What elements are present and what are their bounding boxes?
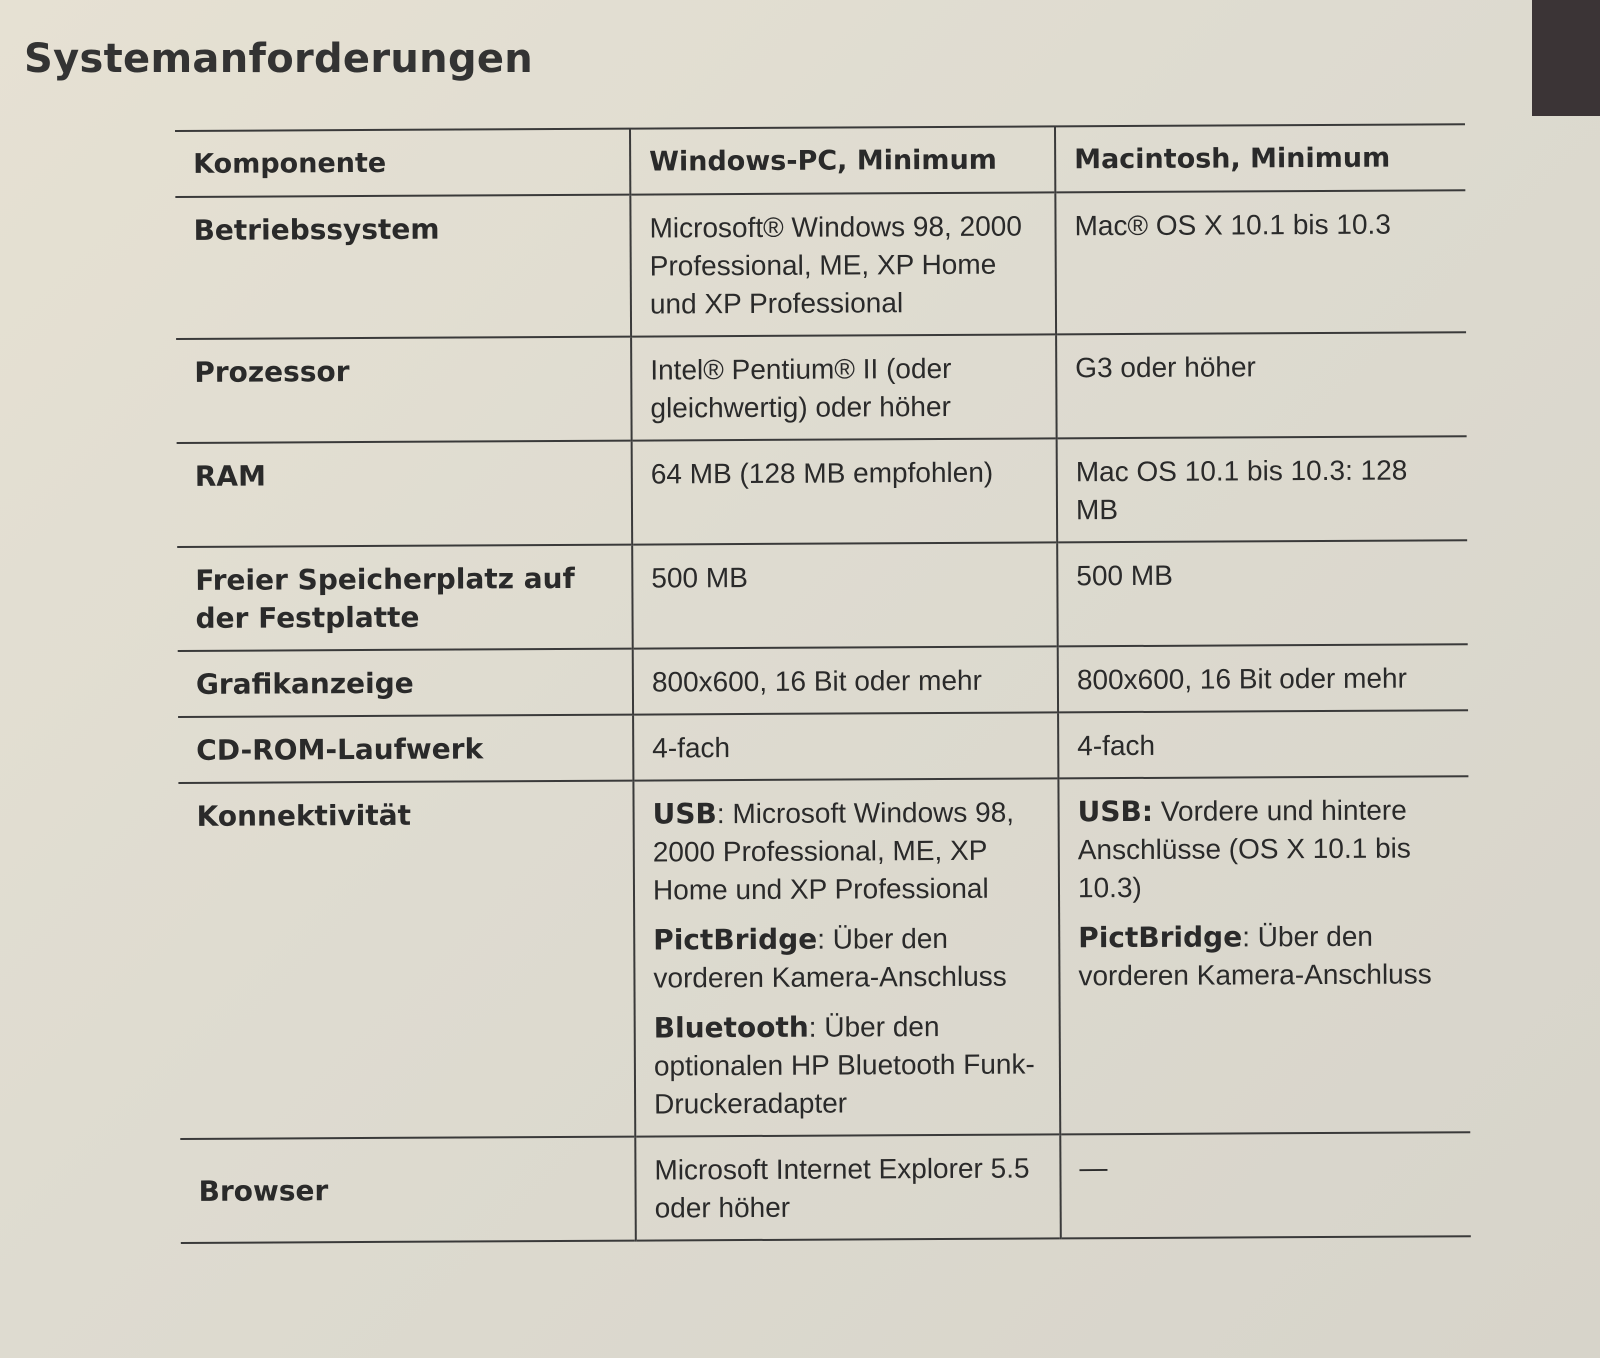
row-connectivity-windows bbox=[633, 778, 1060, 1136]
row-cpu-windows: Intel® Pentium® II (oder gleichwertig) oder höher bbox=[631, 334, 1057, 440]
row-cpu-mac: G3 oder höher bbox=[1056, 332, 1467, 438]
row-ram-component: RAM bbox=[194, 459, 266, 493]
mac-pictbridge bbox=[1078, 917, 1451, 995]
header-windows: Windows-PC, Minimum bbox=[630, 126, 1055, 194]
table-row bbox=[178, 644, 1468, 717]
usb-label: USB bbox=[652, 797, 717, 831]
row-browser-mac: — bbox=[1060, 1132, 1471, 1238]
table-row bbox=[177, 540, 1468, 651]
row-disk-windows: 500 MB bbox=[632, 542, 1058, 648]
table-row bbox=[178, 710, 1468, 783]
table-row bbox=[175, 190, 1466, 339]
row-display-windows: 800x600, 16 Bit oder mehr bbox=[633, 646, 1058, 714]
page-title: Systemanforderungen bbox=[24, 36, 534, 82]
usb-label: USB: bbox=[1077, 794, 1154, 829]
bluetooth-label: Bluetooth bbox=[653, 1010, 809, 1045]
row-display-component: Grafikanzeige bbox=[195, 666, 414, 701]
row-cpu-component: Prozessor bbox=[194, 355, 350, 389]
row-os-mac: Mac® OS X 10.1 bis 10.3 bbox=[1055, 190, 1466, 334]
row-connectivity-mac bbox=[1058, 776, 1470, 1134]
row-cdrom-mac: 4-fach bbox=[1058, 710, 1468, 778]
pictbridge-text: : Über den vorderen Kamera-Anschluss bbox=[653, 922, 1007, 994]
dark-corner-tab bbox=[1532, 0, 1600, 116]
table-header-row bbox=[175, 124, 1465, 197]
table-row bbox=[180, 1132, 1471, 1243]
header-component: Komponente bbox=[193, 147, 387, 180]
row-ram-mac: Mac OS 10.1 bis 10.3: 128 MB bbox=[1057, 436, 1468, 542]
row-cdrom-component: CD-ROM-Laufwerk bbox=[196, 732, 484, 767]
row-browser-component: Browser bbox=[198, 1174, 329, 1208]
pictbridge-label: PictBridge bbox=[1078, 920, 1243, 955]
bluetooth-text: : Über den optionalen HP Bluetooth Funk-Druckeradapter bbox=[653, 1011, 1035, 1120]
system-requirements-table bbox=[175, 123, 1471, 1244]
row-os-windows: Microsoft® Windows 98, 2000 Professional, ME, XP Home und XP Professional bbox=[630, 192, 1056, 336]
table-row bbox=[177, 436, 1468, 547]
row-cdrom-windows: 4-fach bbox=[633, 712, 1058, 780]
row-connectivity-component: Konnektivität bbox=[196, 798, 412, 833]
mac-usb bbox=[1077, 791, 1451, 907]
pictbridge-text: : Über den vorderen Kamera-Anschluss bbox=[1078, 920, 1432, 992]
row-disk-component: Freier Speicherplatz auf der Festplatte bbox=[195, 561, 575, 635]
row-os-component: Betriebssystem bbox=[193, 212, 440, 247]
usb-text: Vordere und hintere Anschlüsse (OS X 10.1 bis 10.3) bbox=[1077, 794, 1411, 904]
row-ram-windows: 64 MB (128 MB empfohlen) bbox=[632, 438, 1058, 544]
windows-bluetooth bbox=[654, 1007, 1042, 1123]
row-browser-windows: Microsoft Internet Explorer 5.5 oder höher bbox=[635, 1134, 1061, 1240]
row-display-mac: 800x600, 16 Bit oder mehr bbox=[1058, 644, 1468, 712]
table-row bbox=[176, 332, 1467, 443]
pictbridge-label: PictBridge bbox=[653, 922, 818, 957]
row-disk-mac: 500 MB bbox=[1057, 540, 1468, 646]
table-row bbox=[178, 776, 1470, 1139]
header-mac: Macintosh, Minimum bbox=[1055, 124, 1465, 192]
usb-text: : Microsoft Windows 98, 2000 Professional, ME, XP Home und XP Professional bbox=[652, 796, 1015, 906]
windows-pictbridge bbox=[653, 919, 1040, 997]
windows-usb bbox=[652, 793, 1040, 909]
